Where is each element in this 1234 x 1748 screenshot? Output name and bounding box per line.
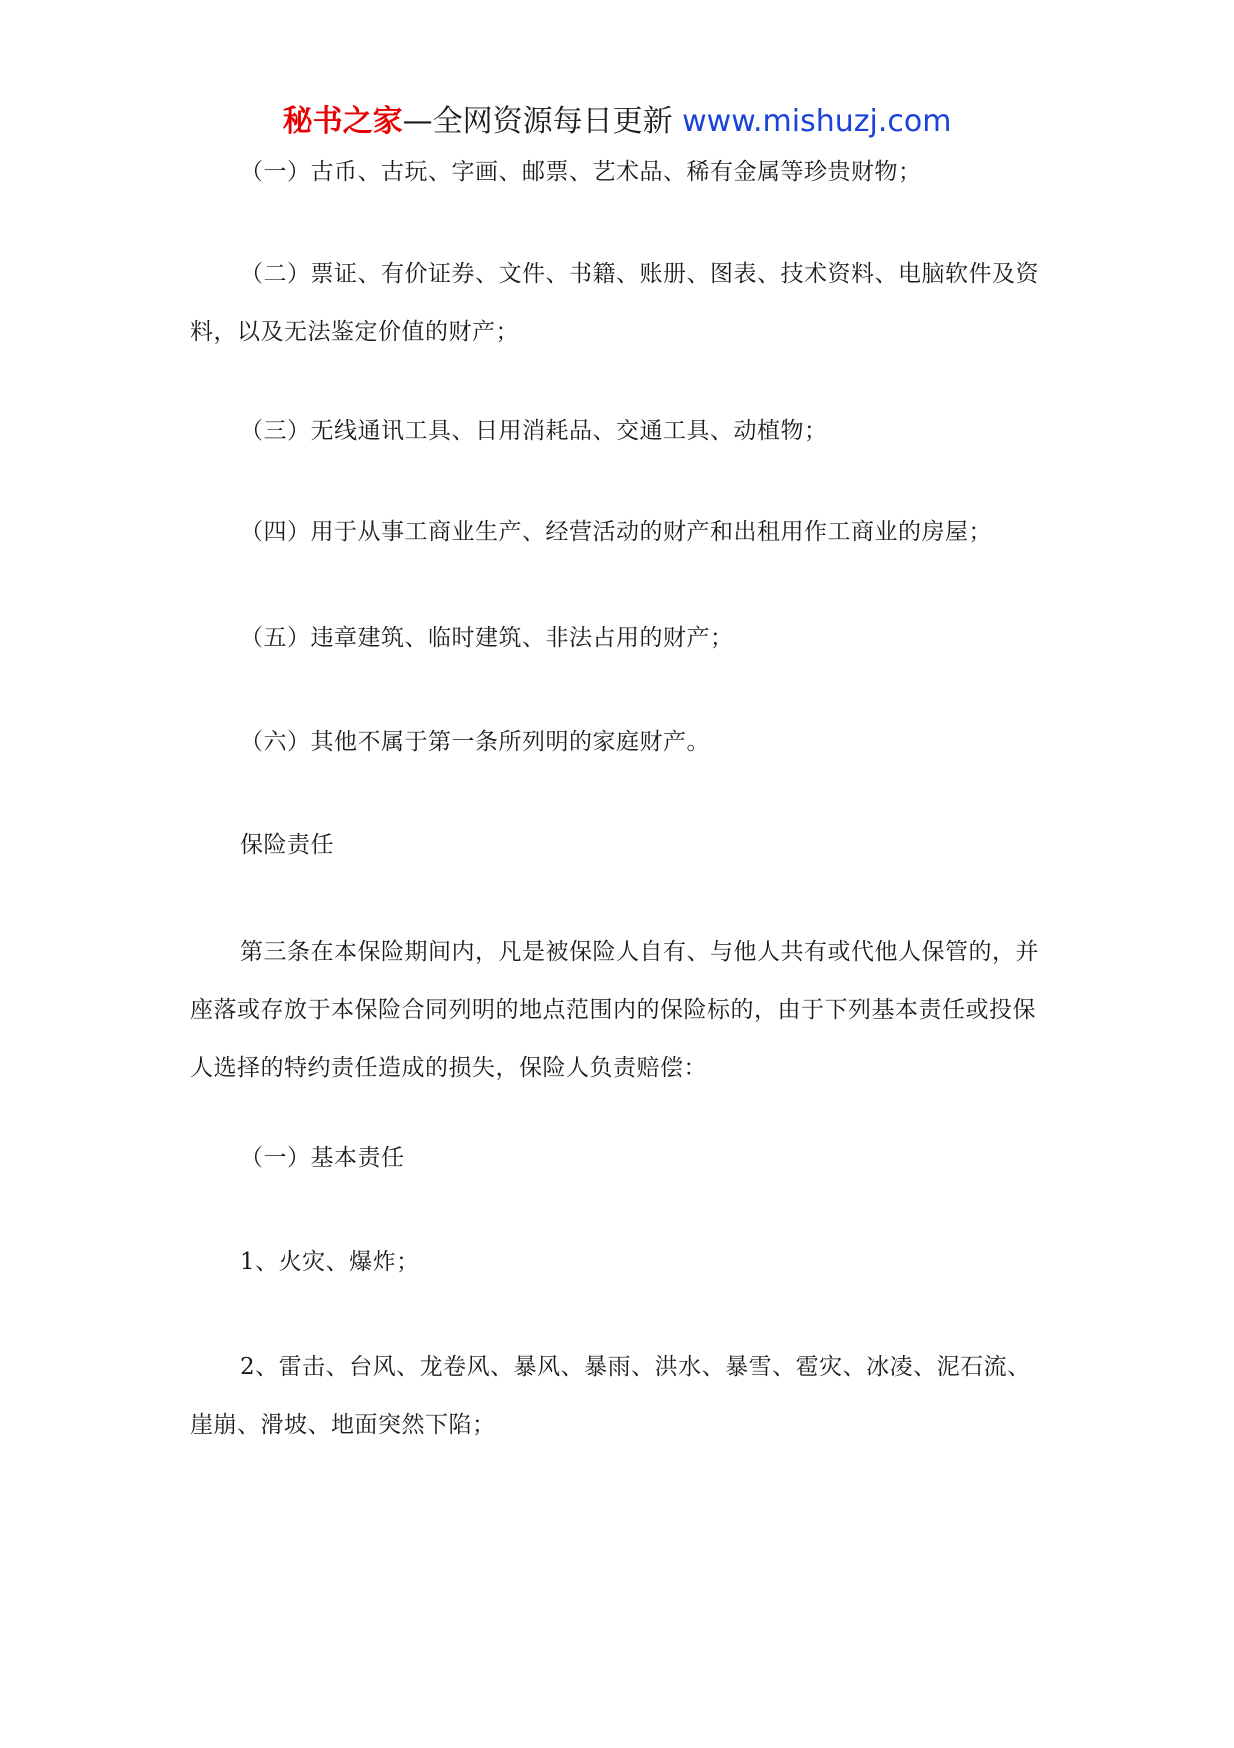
- paragraph-item-10: 1、火灾、爆炸；: [240, 1249, 420, 1275]
- paragraph-item-1: （一）古币、古玩、字画、邮票、艺术品、稀有金属等珍贵财物；: [240, 159, 922, 185]
- paragraph-item-11: 2、雷击、台风、龙卷风、暴风、暴雨、洪水、暴雪、雹灾、冰凌、泥石流、崖崩、滑坡、地面突然下陷；: [190, 1354, 1031, 1438]
- paragraph-item-8: 第三条在本保险期间内，凡是被保险人自有、与他人共有或代他人保管的，并座落或存放于本保险合同列明的地点范围内的保险标的，由于下列基本责任或投保人选择的特约责任造成的损失，保险人负责赔偿：: [190, 939, 1039, 1081]
- paragraph-item-5: （五）违章建筑、临时建筑、非法占用的财产；: [240, 625, 734, 651]
- banner-slogan: —全网资源每日更新: [402, 104, 673, 139]
- banner-brand: 秘书之家: [282, 104, 403, 139]
- paragraph-item-4: （四）用于从事工商业生产、经营活动的财产和出租用作工商业的房屋；: [240, 519, 992, 545]
- watermark-banner: [0, 100, 1234, 144]
- banner-url[interactable]: www.mishuzj.com: [682, 104, 952, 139]
- section-heading: 保险责任: [240, 832, 334, 858]
- subsection-heading: （一）基本责任: [240, 1145, 405, 1171]
- paragraph-item-6: （六）其他不属于第一条所列明的家庭财产。: [240, 729, 710, 755]
- paragraph-item-3: （三）无线通讯工具、日用消耗品、交通工具、动植物；: [240, 418, 828, 444]
- paragraph-item-2: （二）票证、有价证券、文件、书籍、账册、图表、技术资料、电脑软件及资料，以及无法鉴定价值的财产；: [190, 261, 1039, 345]
